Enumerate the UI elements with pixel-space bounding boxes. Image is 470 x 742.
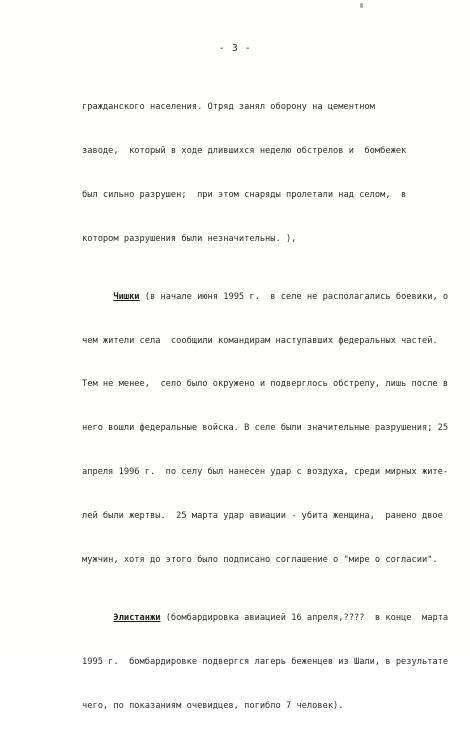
place-name-chishki: Чишки xyxy=(113,291,140,302)
body-line: мужчин, хотя до этого было подписано соглашение о "мире о согласии". xyxy=(82,554,438,565)
body-line: котором разрушения были незначительны. ), xyxy=(82,233,297,244)
entry-first-line xyxy=(82,290,457,305)
body-line: апреля 1996 г. по селу был нанесен удар с воздуха, среди мирных жите- xyxy=(82,467,449,478)
entry-text: (в начале июня 1995 г. в селе не располагались боевики, о xyxy=(139,291,449,302)
body-line: чем жители села сообщили командирам наступавших федеральных частей. xyxy=(82,335,438,346)
body-line: чего, по показаниям очевидцев, погибло 7 человек). xyxy=(82,700,344,711)
entry-text: (бомбардировка авиацией 16 апреля,???? в конце марта xyxy=(160,612,449,623)
document-body xyxy=(82,71,457,742)
body-line: был сильно разрушен; при этом снаряды пролетали над селом, в xyxy=(82,189,407,200)
body-line: 1995 г. бомбардировке подвергся лагерь беженцев из Шали, в результате xyxy=(82,656,449,667)
body-line: заводе, который в ходе длившихся неделю обстрелов и бомбежек xyxy=(82,145,407,156)
paper-speck xyxy=(360,3,363,8)
place-name-elistanzhi: Элистанжи xyxy=(113,612,161,623)
body-line: лей были жертвы. 25 марта удар авиации - убита женщина, ранено двое xyxy=(82,510,443,521)
page-number: - 3 - xyxy=(218,43,252,54)
body-line: гражданского населения. Отряд занял оборону на цементном xyxy=(82,102,375,113)
body-line: него вошли федеральные войска. В селе были значительные разрушения; 25 xyxy=(82,423,449,434)
entry-first-line xyxy=(82,611,457,626)
body-line: Тем не менее, село было окружено и подверглось обстрелу, лишь после в xyxy=(82,379,449,390)
